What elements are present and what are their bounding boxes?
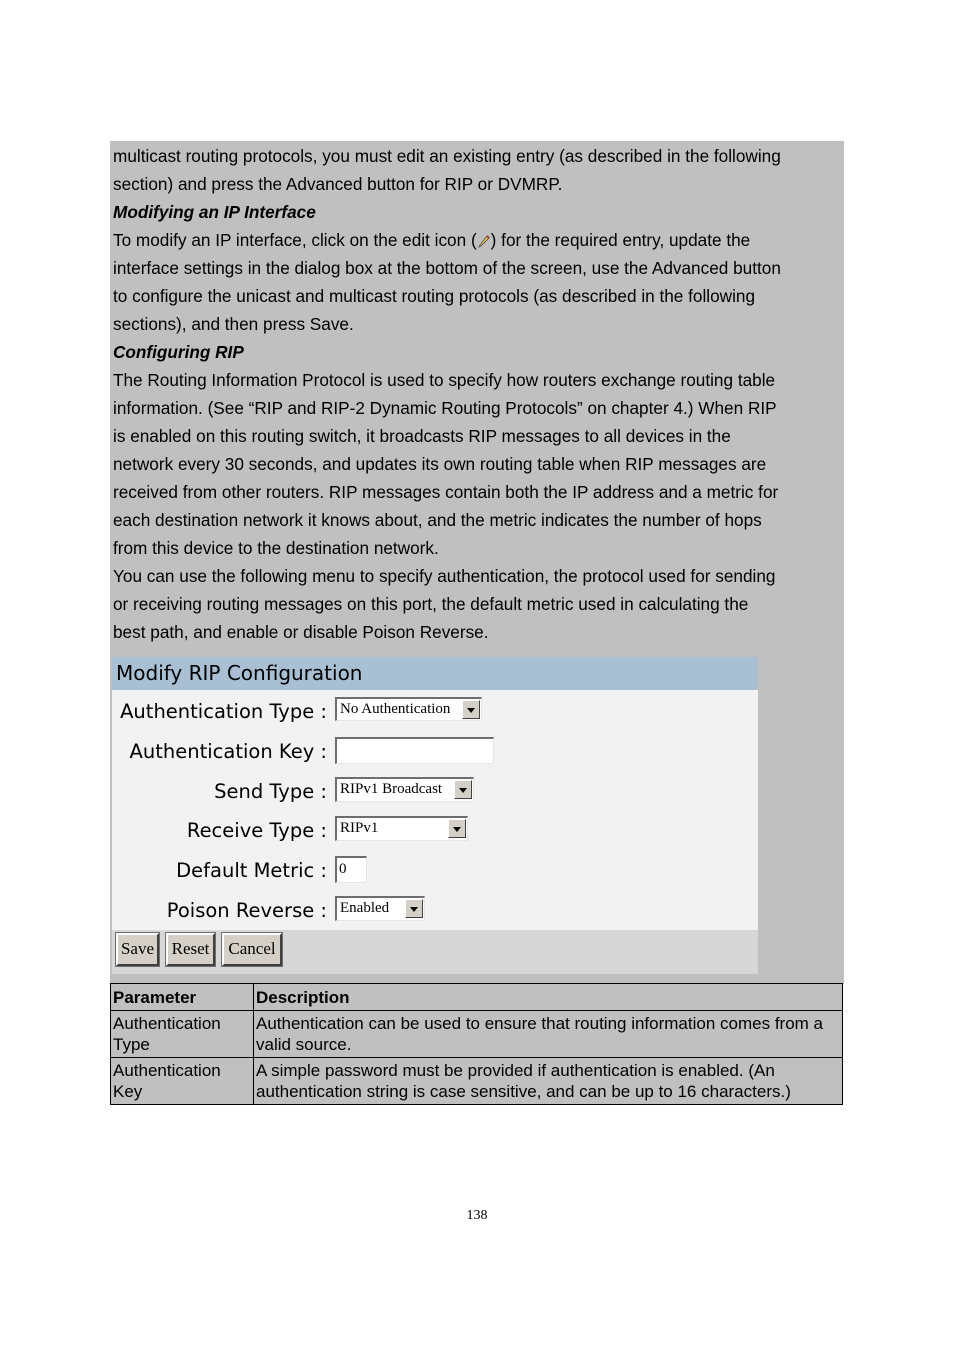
body-text: The Routing Information Protocol is used to specify how routers exchange routing table [113,370,776,390]
body-text: or receiving routing messages on this port, the default metric used in calculating the [113,594,749,614]
body-text: received from other routers. RIP messages contain both the IP address and a metric for [113,482,779,502]
chevron-down-icon[interactable] [405,899,423,918]
table-cell-param: Authentication Type [111,1011,254,1058]
table-row [111,1011,843,1058]
reset-button[interactable]: Reset [166,933,215,966]
chevron-down-icon[interactable] [462,700,480,719]
poison-reverse-label: Poison Reverse : [166,899,327,922]
form-button-bar [112,930,758,974]
column-header-parameter: Parameter [111,984,254,1011]
body-text: is enabled on this routing switch, it broadcasts RIP messages to all devices in the [113,426,731,446]
auth-key-label: Authentication Key : [129,740,327,763]
receive-type-label: Receive Type : [186,819,327,842]
cancel-button[interactable]: Cancel [222,933,282,966]
send-type-label: Send Type : [214,780,327,803]
table-header-row [111,984,843,1011]
save-button[interactable]: Save [116,933,159,966]
receive-type-select[interactable]: RIPv1 [335,816,468,841]
table-cell-desc: A simple password must be provided if authentication is enabled. (An authentication string is case sensitive, and can be up to 16 characters.) [254,1058,843,1105]
section-heading-configuring-rip: Configuring RIP [113,342,244,362]
send-type-select[interactable]: RIPv1 Broadcast [335,777,474,802]
column-header-description: Description [254,984,843,1011]
form-title-bar [112,657,758,690]
table-cell-desc: Authentication can be used to ensure that routing information comes from a valid source. [254,1011,843,1058]
body-text: to configure the unicast and multicast routing protocols (as described in the following [113,286,756,306]
page-number: 138 [466,1208,488,1223]
body-text: best path, and enable or disable Poison Reverse. [113,622,489,642]
body-text: each destination network it knows about, and the metric indicates the number of hops [113,510,762,530]
body-text: You can use the following menu to specify authentication, the protocol used for sending [113,566,776,586]
body-text: To modify an IP interface, click on the edit icon ( ) for the required entry, update the [113,230,751,250]
poison-reverse-select[interactable]: Enabled [335,896,425,921]
chevron-down-icon[interactable] [448,819,466,838]
section-heading-modify-ip: Modifying an IP Interface [113,202,316,222]
table-cell-param: Authentication Key [111,1058,254,1105]
chevron-down-icon[interactable] [454,780,472,799]
pencil-icon [477,234,491,248]
rip-config-form [112,657,758,974]
body-text: sections), and then press Save. [113,314,354,334]
body-text: section) and press the Advanced button for RIP or DVMRP. [113,174,563,194]
body-text: from this device to the destination network. [113,538,439,558]
form-title: Modify RIP Configuration [116,661,363,685]
content-block [110,141,844,984]
auth-type-label: Authentication Type : [120,700,327,723]
body-text: interface settings in the dialog box at the bottom of the screen, use the Advanced button [113,258,781,278]
body-text: multicast routing protocols, you must edit an existing entry (as described in the following [113,146,781,166]
default-metric-label: Default Metric : [176,859,327,882]
body-text: network every 30 seconds, and updates its own routing table when RIP messages are [113,454,767,474]
table-row [111,1058,843,1105]
default-metric-input[interactable]: 0 [335,856,367,883]
body-text: information. (See “RIP and RIP-2 Dynamic Routing Protocols” on chapter 4.) When RIP [113,398,777,418]
auth-type-select[interactable]: No Authentication [335,697,482,721]
auth-key-input[interactable] [335,737,494,764]
parameter-table [110,983,843,1105]
